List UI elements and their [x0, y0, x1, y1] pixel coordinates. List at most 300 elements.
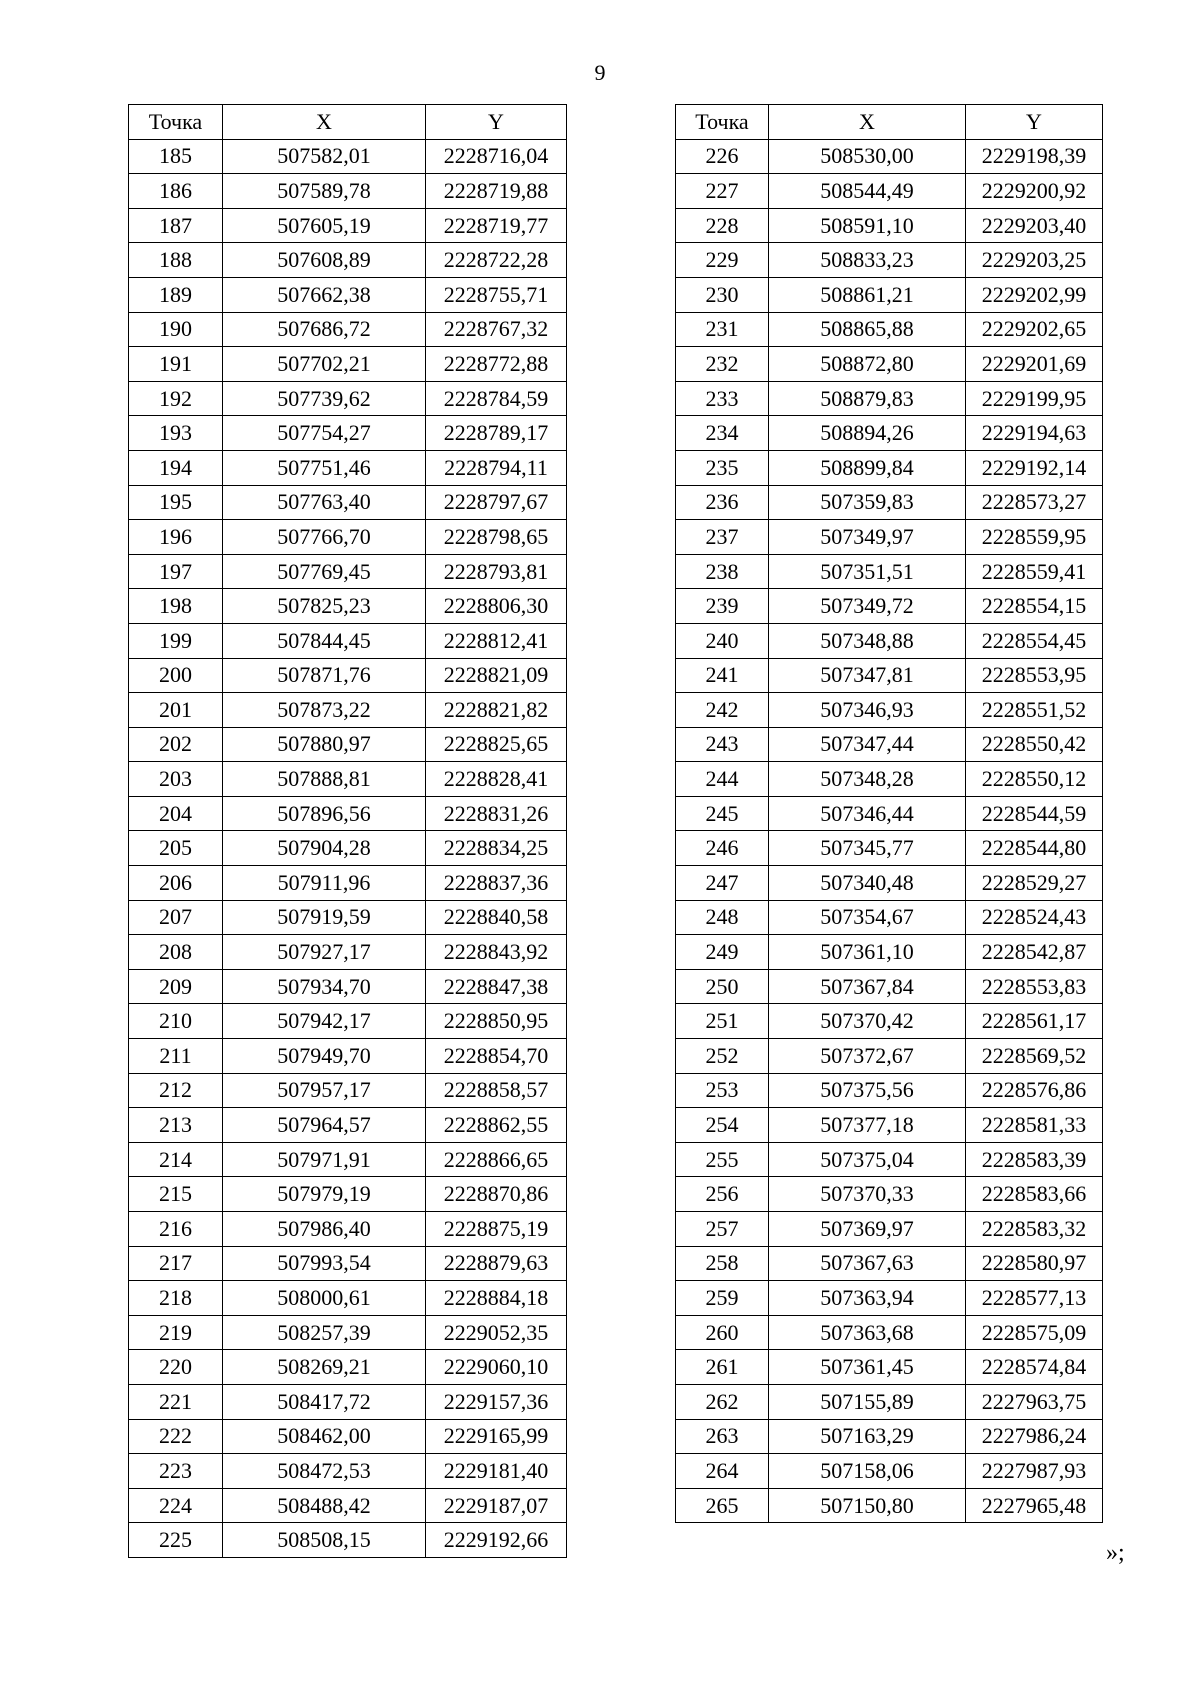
- cell-x: 508269,21: [223, 1350, 426, 1385]
- cell-x: 508462,00: [223, 1419, 426, 1454]
- table-row: [129, 1281, 567, 1316]
- cell-point: 239: [676, 589, 769, 624]
- cell-y: 2228828,41: [426, 762, 567, 797]
- cell-x: 507158,06: [769, 1454, 966, 1489]
- cell-y: 2228806,30: [426, 589, 567, 624]
- cell-y: 2229200,92: [966, 174, 1103, 209]
- cell-point: 245: [676, 796, 769, 831]
- table-row: [129, 935, 567, 970]
- cell-point: 258: [676, 1246, 769, 1281]
- cell-y: 2229052,35: [426, 1315, 567, 1350]
- cell-x: 507986,40: [223, 1212, 426, 1247]
- table-row: [676, 1108, 1103, 1143]
- cell-y: 2228573,27: [966, 485, 1103, 520]
- cell-point: 196: [129, 520, 223, 555]
- cell-x: 507375,56: [769, 1073, 966, 1108]
- cell-point: 204: [129, 796, 223, 831]
- cell-x: 507844,45: [223, 623, 426, 658]
- cell-point: 244: [676, 762, 769, 797]
- cell-y: 2228577,13: [966, 1281, 1103, 1316]
- cell-y: 2228576,86: [966, 1073, 1103, 1108]
- cell-x: 507608,89: [223, 243, 426, 278]
- cell-y: 2228542,87: [966, 935, 1103, 970]
- table-row: [129, 1004, 567, 1039]
- cell-point: 230: [676, 277, 769, 312]
- table-row: [129, 1108, 567, 1143]
- table-row: [129, 589, 567, 624]
- cell-point: 190: [129, 312, 223, 347]
- cell-x: 507351,51: [769, 554, 966, 589]
- cell-x: 508879,83: [769, 381, 966, 416]
- cell-y: 2228797,67: [426, 485, 567, 520]
- cell-x: 507345,77: [769, 831, 966, 866]
- cell-x: 507979,19: [223, 1177, 426, 1212]
- table-row: [129, 1350, 567, 1385]
- cell-x: 507942,17: [223, 1004, 426, 1039]
- cell-point: 232: [676, 347, 769, 382]
- cell-x: 507367,84: [769, 969, 966, 1004]
- cell-point: 221: [129, 1384, 223, 1419]
- cell-y: 2229203,40: [966, 208, 1103, 243]
- table-row: [129, 727, 567, 762]
- cell-y: 2229202,65: [966, 312, 1103, 347]
- table-row: [676, 381, 1103, 416]
- cell-y: 2228722,28: [426, 243, 567, 278]
- cell-y: 2228755,71: [426, 277, 567, 312]
- cell-y: 2228550,42: [966, 727, 1103, 762]
- cell-point: 241: [676, 658, 769, 693]
- cell-x: 507934,70: [223, 969, 426, 1004]
- cell-y: 2228583,66: [966, 1177, 1103, 1212]
- cell-y: 2228553,83: [966, 969, 1103, 1004]
- cell-y: 2228794,11: [426, 450, 567, 485]
- cell-x: 507825,23: [223, 589, 426, 624]
- cell-point: 193: [129, 416, 223, 451]
- cell-x: 507361,45: [769, 1350, 966, 1385]
- cell-point: 197: [129, 554, 223, 589]
- table-row: [676, 1419, 1103, 1454]
- table-row: [129, 208, 567, 243]
- cell-x: 507370,33: [769, 1177, 966, 1212]
- table-row: [676, 554, 1103, 589]
- cell-point: 253: [676, 1073, 769, 1108]
- cell-y: 2229199,95: [966, 381, 1103, 416]
- cell-x: 507150,80: [769, 1488, 966, 1523]
- cell-y: 2228559,41: [966, 554, 1103, 589]
- cell-point: 213: [129, 1108, 223, 1143]
- cell-point: 236: [676, 485, 769, 520]
- cell-x: 508899,84: [769, 450, 966, 485]
- cell-y: 2228870,86: [426, 1177, 567, 1212]
- table-row: [129, 243, 567, 278]
- cell-y: 2228544,80: [966, 831, 1103, 866]
- cell-point: 224: [129, 1488, 223, 1523]
- cell-y: 2228574,84: [966, 1350, 1103, 1385]
- cell-y: 2228529,27: [966, 866, 1103, 901]
- cell-x: 507949,70: [223, 1039, 426, 1074]
- table-row: [129, 1142, 567, 1177]
- table-row: [676, 1142, 1103, 1177]
- cell-x: 507971,91: [223, 1142, 426, 1177]
- cell-point: 243: [676, 727, 769, 762]
- table-row: [676, 1177, 1103, 1212]
- cell-x: 507871,76: [223, 658, 426, 693]
- cell-y: 2229198,39: [966, 139, 1103, 174]
- cell-y: 2228821,09: [426, 658, 567, 693]
- table-row: [129, 1384, 567, 1419]
- cell-point: 257: [676, 1212, 769, 1247]
- cell-x: 507370,42: [769, 1004, 966, 1039]
- cell-point: 246: [676, 831, 769, 866]
- cell-x: 507346,44: [769, 796, 966, 831]
- cell-point: 228: [676, 208, 769, 243]
- cell-y: 2229192,66: [426, 1523, 567, 1558]
- cell-y: 2229203,25: [966, 243, 1103, 278]
- cell-x: 507363,68: [769, 1315, 966, 1350]
- table-row: [129, 623, 567, 658]
- cell-point: 189: [129, 277, 223, 312]
- cell-x: 507751,46: [223, 450, 426, 485]
- cell-x: 507769,45: [223, 554, 426, 589]
- column-header-y: Y: [966, 105, 1103, 140]
- cell-point: 233: [676, 381, 769, 416]
- cell-y: 2228847,38: [426, 969, 567, 1004]
- cell-x: 508508,15: [223, 1523, 426, 1558]
- cell-y: 2228561,17: [966, 1004, 1103, 1039]
- table-row: [676, 1384, 1103, 1419]
- table-row: [129, 485, 567, 520]
- cell-x: 507957,17: [223, 1073, 426, 1108]
- cell-x: 507361,10: [769, 935, 966, 970]
- cell-point: 195: [129, 485, 223, 520]
- cell-point: 249: [676, 935, 769, 970]
- cell-x: 507702,21: [223, 347, 426, 382]
- cell-point: 263: [676, 1419, 769, 1454]
- cell-point: 205: [129, 831, 223, 866]
- table-row: [129, 347, 567, 382]
- table-row: [129, 831, 567, 866]
- cell-point: 234: [676, 416, 769, 451]
- table-row: [129, 381, 567, 416]
- table-row: [129, 139, 567, 174]
- cell-point: 261: [676, 1350, 769, 1385]
- column-header-point: Точка: [129, 105, 223, 140]
- cell-point: 242: [676, 693, 769, 728]
- cell-y: 2227963,75: [966, 1384, 1103, 1419]
- cell-point: 254: [676, 1108, 769, 1143]
- cell-y: 2228784,59: [426, 381, 567, 416]
- table-row: [676, 658, 1103, 693]
- cell-point: 215: [129, 1177, 223, 1212]
- cell-point: 238: [676, 554, 769, 589]
- column-header-y: Y: [426, 105, 567, 140]
- table-row: [676, 1281, 1103, 1316]
- table-row: [676, 1039, 1103, 1074]
- cell-point: 251: [676, 1004, 769, 1039]
- cell-x: 507919,59: [223, 900, 426, 935]
- table-row: [676, 1004, 1103, 1039]
- cell-x: 507880,97: [223, 727, 426, 762]
- cell-point: 199: [129, 623, 223, 658]
- cell-point: 222: [129, 1419, 223, 1454]
- table-row: [676, 1315, 1103, 1350]
- cell-point: 202: [129, 727, 223, 762]
- cell-x: 508417,72: [223, 1384, 426, 1419]
- cell-point: 203: [129, 762, 223, 797]
- table-row: [676, 900, 1103, 935]
- cell-x: 507904,28: [223, 831, 426, 866]
- table-body: [676, 139, 1103, 1523]
- cell-y: 2229192,14: [966, 450, 1103, 485]
- cell-point: 265: [676, 1488, 769, 1523]
- cell-point: 187: [129, 208, 223, 243]
- cell-x: 508530,00: [769, 139, 966, 174]
- cell-point: 260: [676, 1315, 769, 1350]
- cell-point: 211: [129, 1039, 223, 1074]
- table-row: [129, 1523, 567, 1558]
- cell-x: 507349,72: [769, 589, 966, 624]
- cell-x: 507896,56: [223, 796, 426, 831]
- table-row: [129, 1454, 567, 1489]
- cell-x: 508865,88: [769, 312, 966, 347]
- table-row: [676, 1246, 1103, 1281]
- cell-x: 507763,40: [223, 485, 426, 520]
- cell-y: 2229187,07: [426, 1488, 567, 1523]
- table-row: [129, 450, 567, 485]
- table-row: [129, 796, 567, 831]
- cell-x: 507340,48: [769, 866, 966, 901]
- cell-point: 208: [129, 935, 223, 970]
- cell-y: 2228831,26: [426, 796, 567, 831]
- closing-quote-mark: »;: [1106, 1540, 1125, 1566]
- cell-point: 206: [129, 866, 223, 901]
- cell-y: 2228875,19: [426, 1212, 567, 1247]
- table-row: [676, 277, 1103, 312]
- cell-x: 507589,78: [223, 174, 426, 209]
- cell-point: 255: [676, 1142, 769, 1177]
- cell-point: 226: [676, 139, 769, 174]
- column-header-x: X: [223, 105, 426, 140]
- cell-point: 207: [129, 900, 223, 935]
- cell-x: 507372,67: [769, 1039, 966, 1074]
- cell-y: 2228825,65: [426, 727, 567, 762]
- table-row: [129, 554, 567, 589]
- cell-x: 508591,10: [769, 208, 966, 243]
- cell-x: 507369,97: [769, 1212, 966, 1247]
- cell-x: 507347,81: [769, 658, 966, 693]
- cell-point: 212: [129, 1073, 223, 1108]
- cell-y: 2228580,97: [966, 1246, 1103, 1281]
- table-header-row: [676, 105, 1103, 140]
- cell-point: 256: [676, 1177, 769, 1212]
- cell-y: 2228854,70: [426, 1039, 567, 1074]
- cell-y: 2228850,95: [426, 1004, 567, 1039]
- cell-point: 264: [676, 1454, 769, 1489]
- cell-y: 2229202,99: [966, 277, 1103, 312]
- table-row: [676, 623, 1103, 658]
- table-row: [129, 658, 567, 693]
- cell-point: 214: [129, 1142, 223, 1177]
- table-row: [129, 520, 567, 555]
- cell-x: 507662,38: [223, 277, 426, 312]
- coordinates-table-right: [675, 104, 1103, 1523]
- cell-y: 2229060,10: [426, 1350, 567, 1385]
- cell-y: 2228789,17: [426, 416, 567, 451]
- cell-y: 2228551,52: [966, 693, 1103, 728]
- table-row: [676, 969, 1103, 1004]
- cell-y: 2228821,82: [426, 693, 567, 728]
- cell-point: 259: [676, 1281, 769, 1316]
- table-row: [676, 693, 1103, 728]
- table-row: [676, 139, 1103, 174]
- cell-x: 507964,57: [223, 1108, 426, 1143]
- cell-y: 2228581,33: [966, 1108, 1103, 1143]
- table-row: [129, 312, 567, 347]
- cell-x: 507927,17: [223, 935, 426, 970]
- cell-y: 2227986,24: [966, 1419, 1103, 1454]
- cell-y: 2228884,18: [426, 1281, 567, 1316]
- cell-point: 194: [129, 450, 223, 485]
- cell-point: 216: [129, 1212, 223, 1247]
- cell-y: 2228524,43: [966, 900, 1103, 935]
- cell-y: 2228550,12: [966, 762, 1103, 797]
- cell-point: 262: [676, 1384, 769, 1419]
- cell-point: 198: [129, 589, 223, 624]
- cell-y: 2228575,09: [966, 1315, 1103, 1350]
- cell-y: 2228866,65: [426, 1142, 567, 1177]
- cell-y: 2229181,40: [426, 1454, 567, 1489]
- cell-x: 507346,93: [769, 693, 966, 728]
- cell-point: 225: [129, 1523, 223, 1558]
- table-row: [129, 693, 567, 728]
- cell-point: 250: [676, 969, 769, 1004]
- cell-y: 2229157,36: [426, 1384, 567, 1419]
- cell-x: 508833,23: [769, 243, 966, 278]
- cell-y: 2229165,99: [426, 1419, 567, 1454]
- table-row: [676, 1212, 1103, 1247]
- cell-x: 508257,39: [223, 1315, 426, 1350]
- cell-point: 192: [129, 381, 223, 416]
- cell-point: 229: [676, 243, 769, 278]
- cell-point: 186: [129, 174, 223, 209]
- cell-x: 508894,26: [769, 416, 966, 451]
- table-row: [129, 900, 567, 935]
- cell-x: 508000,61: [223, 1281, 426, 1316]
- cell-x: 507686,72: [223, 312, 426, 347]
- cell-point: 209: [129, 969, 223, 1004]
- cell-point: 248: [676, 900, 769, 935]
- table-row: [676, 762, 1103, 797]
- table-row: [129, 866, 567, 901]
- cell-point: 200: [129, 658, 223, 693]
- cell-y: 2228553,95: [966, 658, 1103, 693]
- cell-x: 507363,94: [769, 1281, 966, 1316]
- cell-y: 2228569,52: [966, 1039, 1103, 1074]
- cell-y: 2228719,77: [426, 208, 567, 243]
- table-row: [129, 1419, 567, 1454]
- cell-point: 210: [129, 1004, 223, 1039]
- table-row: [129, 969, 567, 1004]
- cell-point: 240: [676, 623, 769, 658]
- table-row: [676, 347, 1103, 382]
- cell-y: 2227965,48: [966, 1488, 1103, 1523]
- table-row: [676, 243, 1103, 278]
- table-row: [676, 1350, 1103, 1385]
- cell-point: 201: [129, 693, 223, 728]
- cell-x: 507155,89: [769, 1384, 966, 1419]
- table-row: [676, 1073, 1103, 1108]
- table-body: [129, 139, 567, 1557]
- cell-y: 2228716,04: [426, 139, 567, 174]
- cell-x: 507888,81: [223, 762, 426, 797]
- cell-x: 507993,54: [223, 1246, 426, 1281]
- cell-x: 507349,97: [769, 520, 966, 555]
- table-row: [129, 1177, 567, 1212]
- cell-point: 237: [676, 520, 769, 555]
- cell-point: 231: [676, 312, 769, 347]
- cell-x: 508861,21: [769, 277, 966, 312]
- cell-y: 2228812,41: [426, 623, 567, 658]
- cell-point: 252: [676, 1039, 769, 1074]
- table-row: [676, 935, 1103, 970]
- cell-point: 191: [129, 347, 223, 382]
- table-row: [129, 1212, 567, 1247]
- cell-x: 507582,01: [223, 139, 426, 174]
- cell-x: 507766,70: [223, 520, 426, 555]
- cell-y: 2228554,45: [966, 623, 1103, 658]
- cell-x: 507354,67: [769, 900, 966, 935]
- table-row: [129, 1488, 567, 1523]
- table-row: [676, 208, 1103, 243]
- table-row: [676, 450, 1103, 485]
- cell-point: 218: [129, 1281, 223, 1316]
- table-row: [676, 796, 1103, 831]
- cell-y: 2228772,88: [426, 347, 567, 382]
- table-header-row: [129, 105, 567, 140]
- cell-y: 2227987,93: [966, 1454, 1103, 1489]
- cell-point: 188: [129, 243, 223, 278]
- cell-x: 507348,88: [769, 623, 966, 658]
- cell-y: 2228879,63: [426, 1246, 567, 1281]
- cell-x: 507367,63: [769, 1246, 966, 1281]
- table-row: [676, 727, 1103, 762]
- table-row: [676, 312, 1103, 347]
- table-row: [676, 416, 1103, 451]
- cell-x: 507739,62: [223, 381, 426, 416]
- cell-y: 2228767,32: [426, 312, 567, 347]
- cell-y: 2228834,25: [426, 831, 567, 866]
- table-row: [676, 1454, 1103, 1489]
- cell-y: 2228544,59: [966, 796, 1103, 831]
- coordinates-table-left: [128, 104, 567, 1558]
- table-row: [129, 277, 567, 312]
- cell-x: 507754,27: [223, 416, 426, 451]
- cell-x: 507873,22: [223, 693, 426, 728]
- table-row: [129, 1246, 567, 1281]
- table-row: [129, 762, 567, 797]
- cell-x: 508872,80: [769, 347, 966, 382]
- column-header-x: X: [769, 105, 966, 140]
- cell-x: 507377,18: [769, 1108, 966, 1143]
- cell-x: 507375,04: [769, 1142, 966, 1177]
- cell-x: 508544,49: [769, 174, 966, 209]
- cell-point: 227: [676, 174, 769, 209]
- cell-point: 247: [676, 866, 769, 901]
- cell-x: 508472,53: [223, 1454, 426, 1489]
- cell-y: 2228840,58: [426, 900, 567, 935]
- cell-point: 220: [129, 1350, 223, 1385]
- cell-x: 507605,19: [223, 208, 426, 243]
